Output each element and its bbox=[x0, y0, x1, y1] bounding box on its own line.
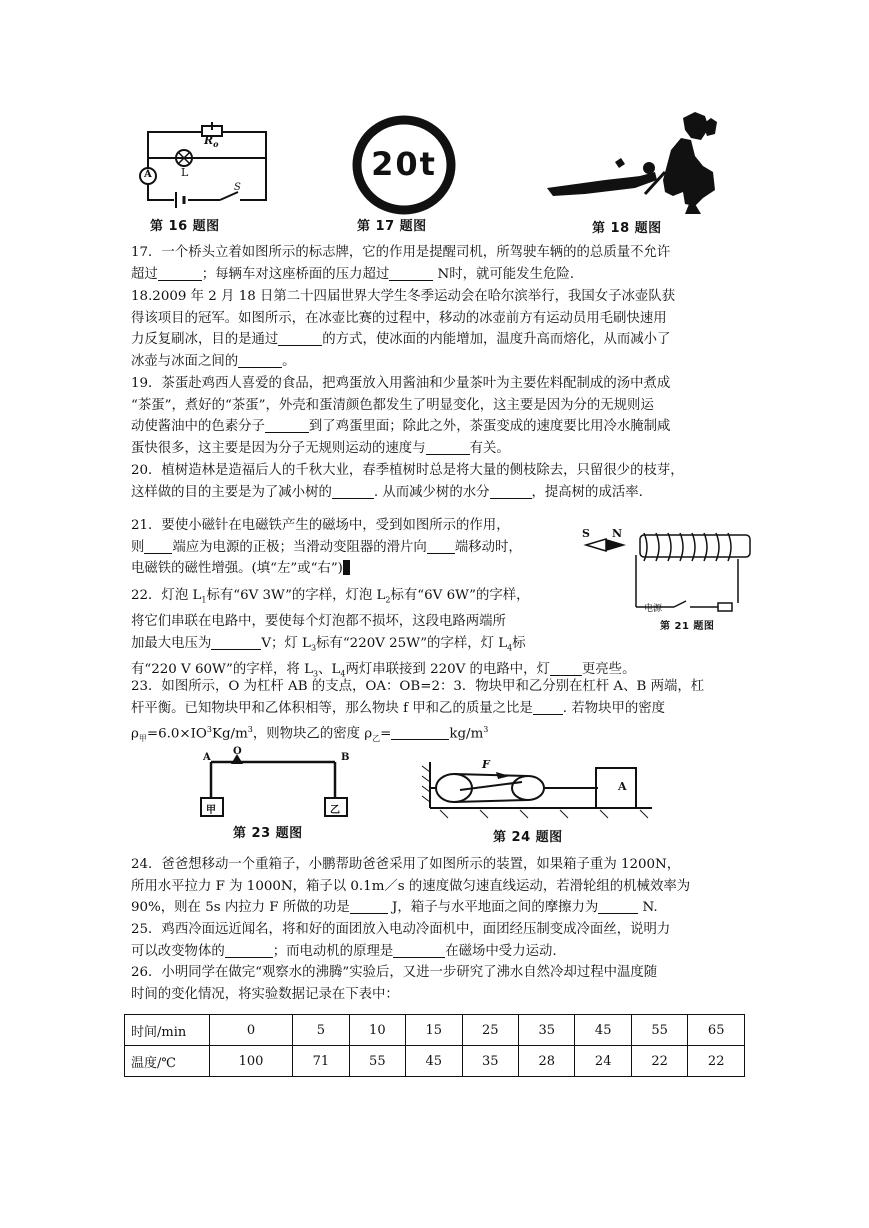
q20-line-2: 这样做的目的主要是为了减小树的 . 从而减少树的水分 ，提高树的成活率. bbox=[131, 484, 643, 500]
question-22 bbox=[131, 585, 743, 685]
figure-17-caption: 第 17 题图 bbox=[357, 219, 427, 234]
q21-answer-blank-2[interactable] bbox=[427, 539, 455, 554]
q22-line-1: 22．灯泡 $L_1$标有“6V 3W”的字样，灯泡 $L_2$标有“6V 6W”的字样， bbox=[131, 588, 530, 605]
q18-line-1: 18.2009 年 2 月 18 日第二十四届世界大学生冬季运动会在哈尔滨举行，我国女子冰壶队获 bbox=[131, 289, 676, 304]
q19-line-3: 动使酱油中的色素分子 到了鸡蛋里面；除此之外，茶蛋变成的速度要比用冷水腌制咸 bbox=[131, 419, 671, 434]
q24-line-3: 90%，则在 5s 内拉力 F 所做的功是 J，箱子与水平地面之间的摩擦力为 N. bbox=[131, 900, 658, 915]
question-24 bbox=[131, 854, 743, 919]
question-26 bbox=[131, 962, 743, 1005]
fig23-label-b: B bbox=[341, 752, 350, 763]
table-cell: 0 bbox=[210, 1015, 293, 1046]
q18-line-4: 冰壶与冰面之间的 。 bbox=[131, 353, 296, 369]
figure-24-caption: 第 24 题图 bbox=[493, 830, 563, 845]
table-cell: 45 bbox=[575, 1015, 631, 1046]
question-18 bbox=[131, 286, 743, 372]
q24-answer-blank-2[interactable] bbox=[598, 899, 638, 914]
question-25 bbox=[131, 919, 743, 962]
q19-line-2: “茶蛋”，煮好的“茶蛋”，外壳和蛋清颜色都发生了明显变化，这主要是因为分的无规则运 bbox=[131, 397, 654, 413]
q19-answer-blank-1[interactable] bbox=[265, 418, 309, 433]
q17-answer-blank-2[interactable] bbox=[389, 266, 433, 281]
figure-18-curling-photo bbox=[545, 110, 725, 215]
table-cell: 10 bbox=[349, 1015, 405, 1046]
fig21-power-source-label: 电源 bbox=[644, 604, 663, 614]
figure-16-circuit bbox=[134, 120, 274, 220]
table-cell: 22 bbox=[688, 1046, 745, 1077]
table-cell: 55 bbox=[631, 1015, 687, 1046]
fig16-resistor-label: $R_o$ bbox=[204, 134, 219, 150]
q20-line-1: 20．植树造林是造福后人的千秋大业，春季植树时总是将大量的侧枝除去，只留很少的枝芽， bbox=[131, 463, 684, 478]
table-cell: 45 bbox=[406, 1046, 462, 1077]
table-header-time: 时间/min bbox=[125, 1015, 210, 1046]
q18-answer-blank-2[interactable] bbox=[238, 353, 282, 368]
fig23-block-jia-label: 甲 bbox=[206, 805, 216, 816]
table-cell: 24 bbox=[575, 1046, 631, 1077]
table-cell: 55 bbox=[349, 1046, 405, 1077]
cooling-data-table bbox=[124, 1014, 745, 1077]
q26-line-1: 26．小明同学在做完“观察水的沸腾”实验后，又进一步研究了沸水自然冷却过程中温度随 bbox=[131, 965, 658, 980]
question-20 bbox=[131, 460, 743, 503]
q22-answer-blank-1[interactable] bbox=[211, 635, 261, 650]
table-row-time bbox=[125, 1015, 745, 1046]
q22-line-4: 有“220 V 60W”的字样，将 $L_3$、$L_4$两灯串联接到 220V 的电路中，灯 更亮些。 bbox=[131, 661, 636, 679]
q18-answer-blank-1[interactable] bbox=[278, 331, 322, 346]
fig16-switch-label: S bbox=[234, 182, 241, 193]
q24-line-1: 24．爸爸想移动一个重箱子，小鹏帮助爸爸采用了如图所示的装置，如果箱子重为 1200N， bbox=[131, 857, 681, 872]
table-cell: 15 bbox=[406, 1015, 462, 1046]
table-cell: 28 bbox=[519, 1046, 575, 1077]
q26-line-2: 时间的变化情况，将实验数据记录在下表中： bbox=[131, 986, 399, 1002]
figure-18-caption: 第 18 题图 bbox=[592, 221, 662, 236]
q22-line-3: 加最大电压为 V；灯 $L_3$标有“220V 25W”的字样，灯 $L_4$标 bbox=[131, 635, 526, 653]
q25-answer-blank-2[interactable] bbox=[393, 943, 445, 958]
q21-line-1: 21．要使小磁针在电磁铁产生的磁场中，受到如图所示的作用， bbox=[131, 518, 510, 533]
q21-answer-blank-1[interactable] bbox=[144, 539, 172, 554]
fig23-block-yi-label: 乙 bbox=[330, 805, 340, 816]
q25-line-2: 可以改变物体的 ；而电动机的原理是 在磁场中受力运动. bbox=[131, 943, 557, 959]
q24-line-2: 所用水平拉力 F 为 1000N，箱子以 0.1m／s 的速度做匀速直线运动，若滑轮组的机械效率为 bbox=[131, 878, 691, 894]
table-row-temperature bbox=[125, 1046, 745, 1077]
figure-24-pulley-system bbox=[420, 752, 660, 822]
q23-line-1: 23．如图所示，O 为杠杆 AB 的支点，OA：OB=2：3．物块甲和乙分别在杠杆 A、B 两端，杠 bbox=[131, 679, 705, 694]
q23-answer-blank-1[interactable] bbox=[533, 700, 563, 715]
q17-answer-blank-1[interactable] bbox=[158, 266, 202, 281]
q19-answer-blank-2[interactable] bbox=[426, 440, 470, 455]
q20-answer-blank-1[interactable] bbox=[332, 484, 374, 499]
table-cell: 71 bbox=[293, 1046, 349, 1077]
fig21-north-label: N bbox=[612, 527, 623, 540]
fig23-label-a: A bbox=[203, 752, 211, 763]
q19-line-1: 19．茶蛋赴鸡西人喜爱的食品，把鸡蛋放入用酱油和少量茶叶为主要佐料配制成的汤中煮成 bbox=[131, 376, 671, 391]
text-cursor bbox=[343, 560, 350, 575]
table-cell: 35 bbox=[519, 1015, 575, 1046]
fig24-box-label: A bbox=[618, 780, 627, 793]
sign-weight-limit-text: 20t bbox=[371, 145, 437, 183]
q23-answer-blank-2[interactable] bbox=[391, 725, 449, 740]
fig21-south-label: S bbox=[582, 527, 590, 540]
q22-answer-blank-2[interactable] bbox=[550, 661, 582, 676]
table-header-temperature: 温度/℃ bbox=[125, 1046, 210, 1077]
figure-23-caption: 第 23 题图 bbox=[233, 826, 303, 841]
question-19 bbox=[131, 373, 743, 459]
q23-line-2: 杆平衡。已知物块甲和乙体积相等，那么物块 f 甲和乙的质量之比是 . 若物块甲的密度 bbox=[131, 700, 666, 716]
figure-23-lever bbox=[195, 746, 365, 822]
fig16-ammeter-label: A bbox=[144, 169, 152, 180]
figure-21-caption: 第 21 题图 bbox=[660, 621, 715, 632]
q17-line-2: 超过 ；每辆车对这座桥面的压力超过 N时，就可能发生危险. bbox=[131, 266, 575, 282]
fig23-label-o: O bbox=[233, 746, 242, 757]
figure-17-sign bbox=[352, 115, 456, 215]
q21-line-2: 则 端应为电源的正极；当滑动变阻器的滑片向 端移动时， bbox=[131, 539, 522, 555]
fig16-lamp-label: L bbox=[181, 166, 189, 179]
figure-16-caption: 第 16 题图 bbox=[150, 219, 220, 234]
q17-line-1: 17．一个桥头立着如图所示的标志牌，它的作用是提醒司机，所驾驶车辆的的总质量不允许 bbox=[131, 245, 671, 260]
q18-line-2: 得该项目的冠军。如图所示，在冰壶比赛的过程中，移动的冰壶前方有运动员用毛刷快速用 bbox=[131, 310, 667, 326]
question-17 bbox=[131, 242, 743, 285]
q23-line-3: $\rho_甲=6.0\times IO^3Kg/m^3$，则物块乙的密度 $\rho_乙= kg/m^3$ bbox=[131, 725, 489, 744]
q19-line-4: 蛋快很多，这主要是因为分子无规则运动的速度与 有关。 bbox=[131, 440, 510, 456]
q21-line-3: 电磁铁的磁性增强。(填“左”或“右”) bbox=[131, 558, 571, 580]
table-cell: 35 bbox=[462, 1046, 518, 1077]
fig24-force-label: F bbox=[482, 758, 490, 771]
question-23 bbox=[131, 676, 743, 750]
table-cell: 65 bbox=[688, 1015, 745, 1046]
q18-line-3: 力反复刷冰，目的是通过 的方式，使冰面的内能增加，温度升高而熔化，从而减小了 bbox=[131, 332, 671, 347]
table-cell: 5 bbox=[293, 1015, 349, 1046]
table-cell: 22 bbox=[631, 1046, 687, 1077]
q24-answer-blank-1[interactable] bbox=[350, 899, 388, 914]
table-cell: 25 bbox=[462, 1015, 518, 1046]
q25-answer-blank-1[interactable] bbox=[225, 943, 273, 958]
q22-line-2: 将它们串联在电路中，要使每个灯泡都不损坏，这段电路两端所 bbox=[131, 614, 506, 630]
table-cell: 100 bbox=[210, 1046, 293, 1077]
q25-line-1: 25．鸡西冷面远近闻名，将和好的面团放入电动冷面机中，面团经压制变成冷面丝，说明力 bbox=[131, 922, 671, 937]
q20-answer-blank-2[interactable] bbox=[490, 484, 532, 499]
question-21 bbox=[131, 515, 571, 580]
